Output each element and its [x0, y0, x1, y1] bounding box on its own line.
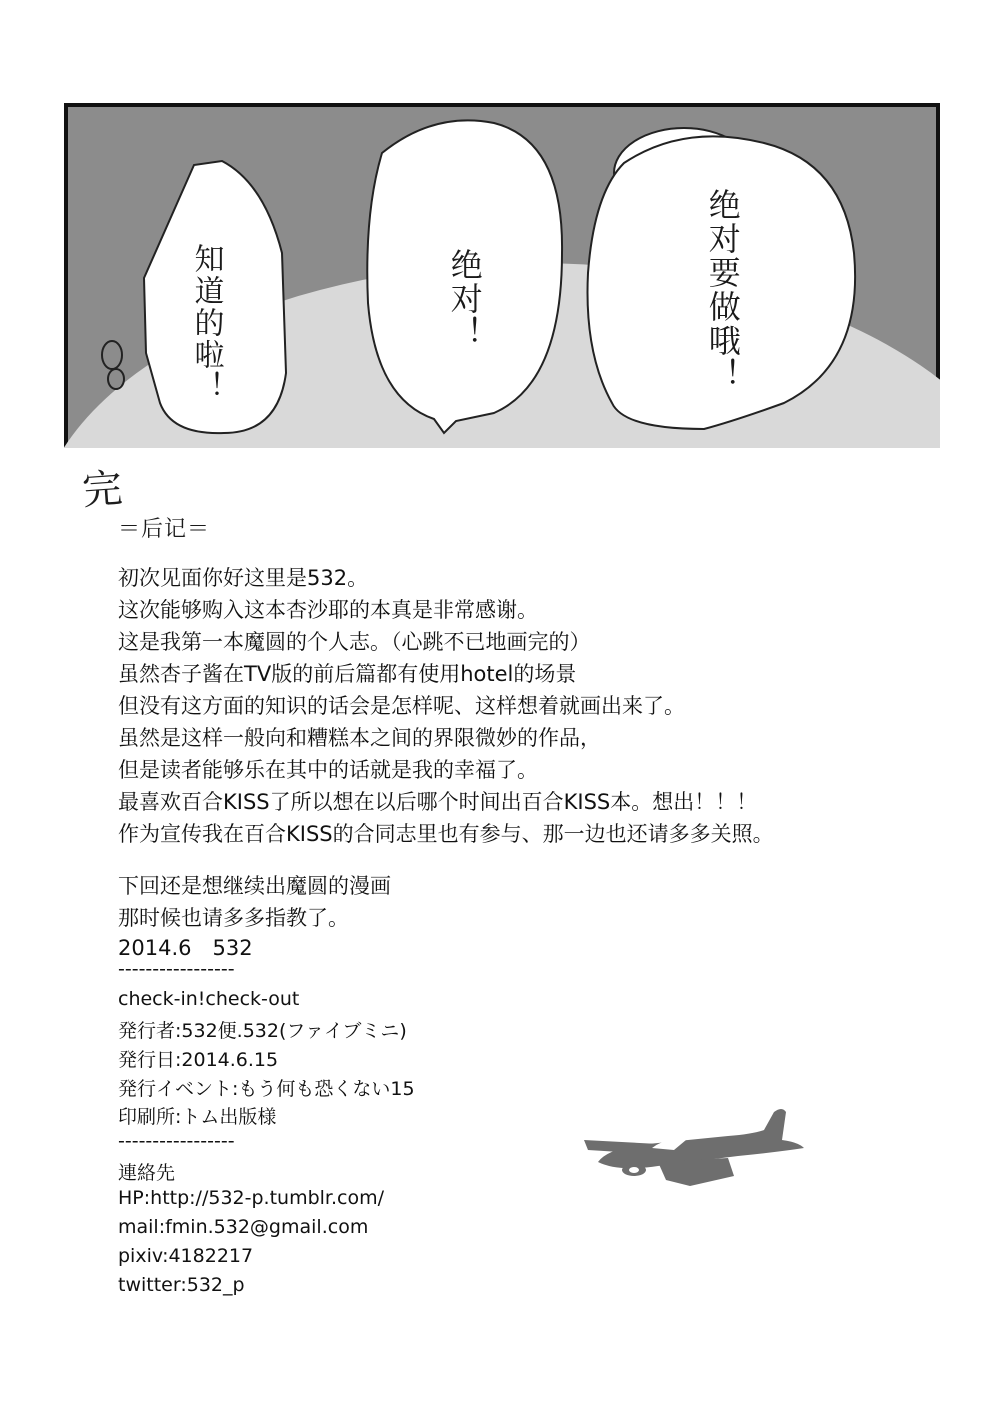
closing-line: 那时候也请多多指教了。 [118, 906, 349, 930]
contact-mail: mail:fmin.532@gmail.com [118, 1216, 369, 1238]
bubble-text-left: 知道的啦！ [188, 243, 224, 403]
afterword-line: 这是我第一本魔圆的个人志。（心跳不已地画完的） [118, 630, 591, 654]
divider-bottom: ----------------- [118, 1130, 235, 1152]
afterword-line: 初次见面你好这里是532。 [118, 566, 369, 590]
afterword-title: ＝后记＝ [118, 517, 211, 542]
contact-heading: 連絡先 [118, 1162, 176, 1184]
signature: 2014.6 532 [118, 936, 253, 960]
book-title: check-in!check-out [118, 988, 300, 1010]
airplane-icon [578, 1100, 810, 1192]
publish-date: 発行日:2014.6.15 [118, 1049, 279, 1071]
manga-panel [64, 103, 940, 448]
afterword-line: 但是读者能够乐在其中的话就是我的幸福了。 [118, 758, 538, 782]
bubble-text-center: 绝对！ [445, 248, 484, 350]
closing-line: 下回还是想继续出魔圆的漫画 [118, 874, 391, 898]
afterword-line: 这次能够购入这本杏沙耶的本真是非常感谢。 [118, 598, 538, 622]
publisher: 発行者:532便.532(ファイブミニ) [118, 1020, 407, 1042]
afterword-line: 但没有这方面的知识的话会是怎样呢、这样想着就画出来了。 [118, 694, 685, 718]
afterword-line: 虽然杏子酱在TV版的前后篇都有使用hotel的场景 [118, 662, 577, 686]
afterword-line: 虽然是这样一般向和糟糕本之间的界限微妙的作品， [118, 726, 601, 750]
printer: 印刷所:トム出版様 [118, 1106, 277, 1128]
bubble-text-right: 绝对要做哦！ [703, 188, 742, 392]
divider-top: ----------------- [118, 958, 235, 980]
afterword-line: 作为宣传我在百合KISS的合同志里也有参与、那一边也还请多多关照。 [118, 822, 774, 846]
contact-homepage: HP:http://532-p.tumblr.com/ [118, 1187, 384, 1209]
publish-event: 発行イベント:もう何も恐くない15 [118, 1078, 415, 1100]
contact-pixiv: pixiv:4182217 [118, 1245, 254, 1267]
afterword-line: 最喜欢百合KISS了所以想在以后哪个时间出百合KISS本。想出！！！ [118, 790, 758, 814]
fin-mark: 完 [80, 465, 124, 515]
contact-twitter: twitter:532_p [118, 1274, 245, 1296]
